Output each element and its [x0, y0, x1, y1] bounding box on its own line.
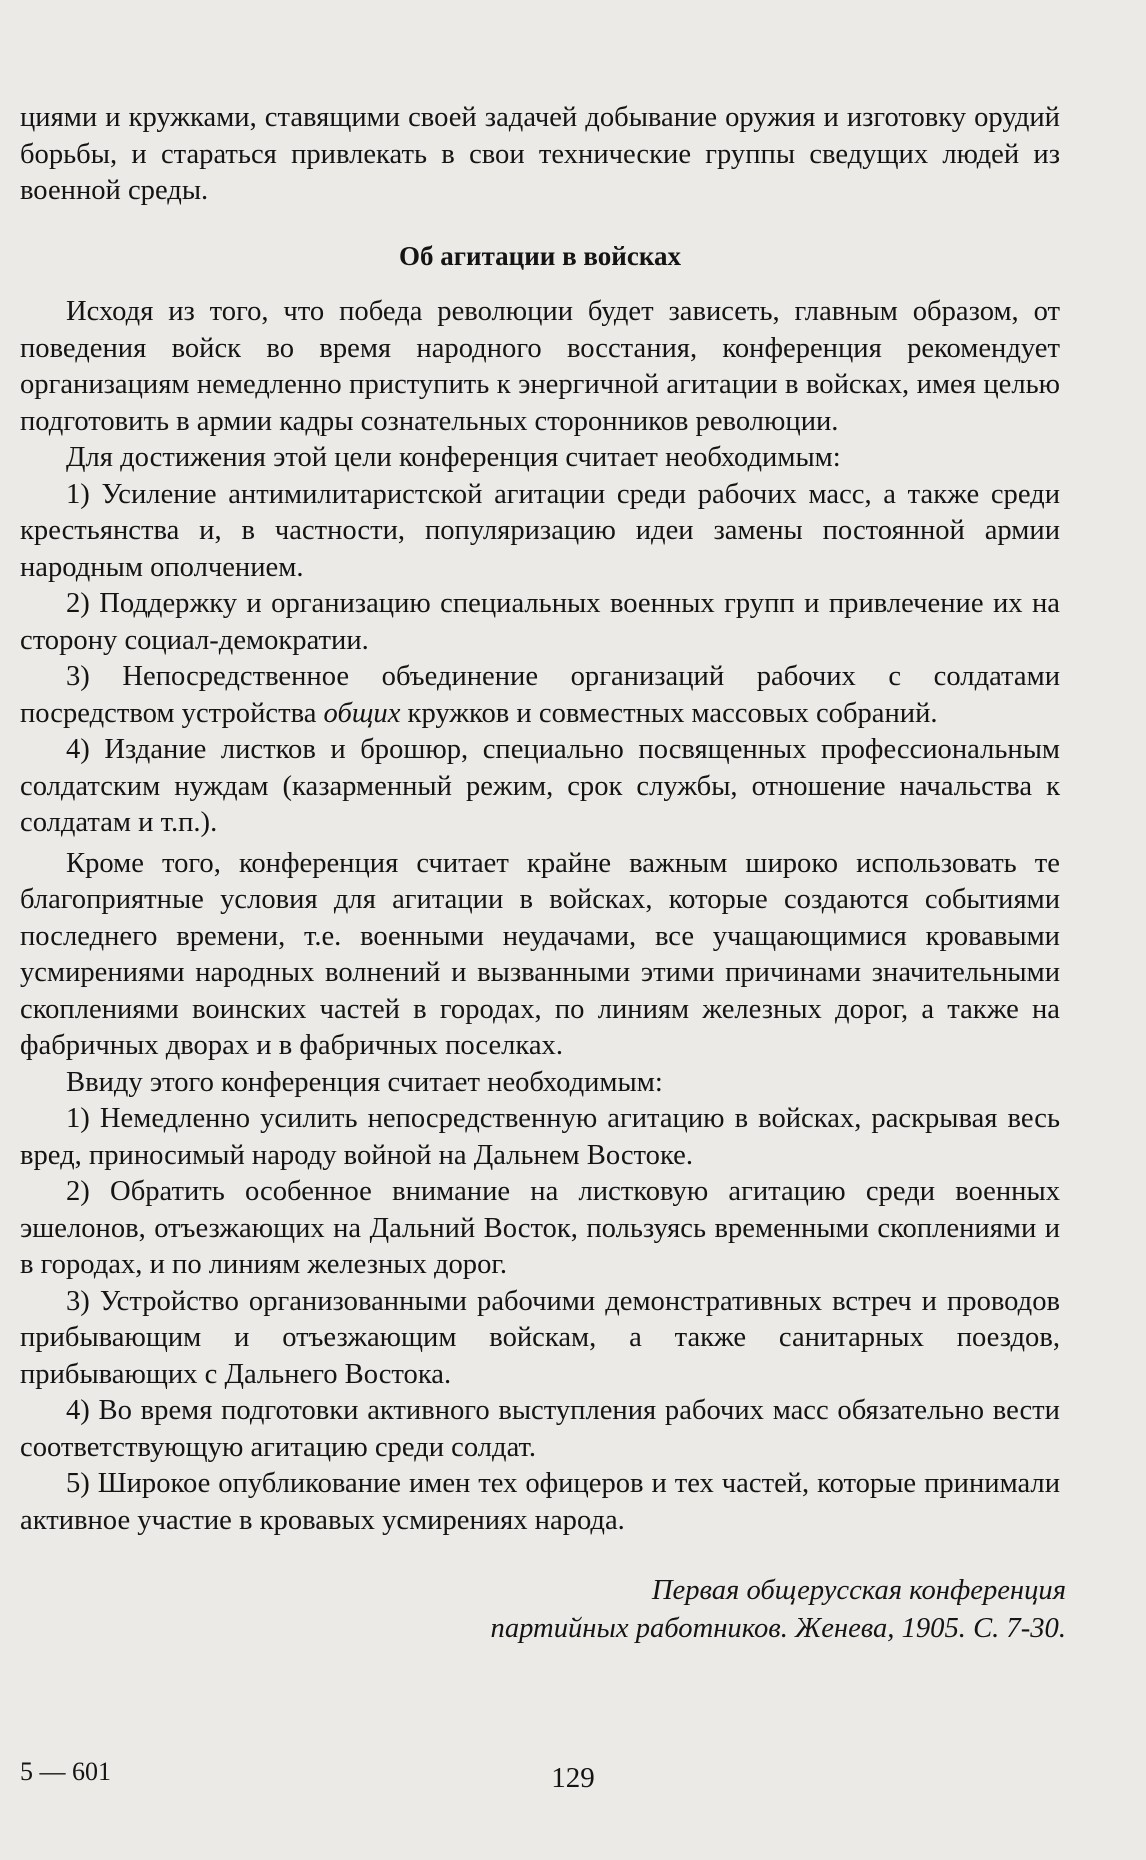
main-text [20, 100, 1060, 1539]
source-line-1: Первая общерусская конференция [651, 1575, 1066, 1606]
list-item: 4) Во время подготовки активного выступления рабочих масс обязательно вести соответствующую агитацию среди солдат. [20, 1395, 1060, 1463]
printer-signature: 5 — 601 [20, 1757, 111, 1786]
paragraph: Кроме того, конференция считает крайне важным широко использовать те благоприятные условия для агитации в войсках, которые создаются событиями последнего времени, т.е. военными неудачами, все учащающимися кровавыми усмирениями народных волнений и вызванными этими причинами значительными скоплениями воинских частей в городах, по линиям железных дорог, а также на фабричных дворах и в фабричных поселках. [20, 847, 1060, 1061]
list-item: 1) Усиление антимилитаристской агитации среди рабочих масс, а также среди крестьянства и, в частности, популяризацию идеи замены постоянной армии народным ополчением. [20, 478, 1060, 583]
list-item: 3) Устройство организованными рабочими демонстративных встреч и проводов прибывающим и отъезжающим войскам, а также санитарных поездов, прибывающих с Дальнего Востока. [20, 1285, 1060, 1390]
list-item: 5) Широкое опубликование имен тех офицеров и тех частей, которые принимали активное участие в кровавых усмирениях народа. [20, 1468, 1060, 1536]
section-title: Об агитации в войсках [399, 240, 681, 271]
paragraph: Для достижения этой цели конференция считает необходимым: [66, 442, 841, 473]
list-item [20, 659, 1060, 732]
item3-italic-word: общих [323, 697, 401, 729]
page-number: 129 [551, 1762, 595, 1794]
paragraph: Ввиду этого конференция считает необходимым: [66, 1066, 663, 1098]
source-citation [491, 1572, 1066, 1648]
continuation-paragraph: циями и кружками, ставящими своей задачей добывание оружия и изготовку орудий борьбы, и стараться привлекать в свои технические группы сведущих людей из военной среды. [20, 102, 1060, 206]
source-line-2: партийных работников. Женева, 1905. С. 7-30. [490, 1613, 1066, 1644]
item3-text-after: кружков и совместных массовых собраний. [400, 697, 938, 729]
list-item: 2) Обратить особенное внимание на листковую агитацию среди военных эшелонов, отъезжающих на Дальний Восток, пользуясь временными скоплениями и в городах, и по линиям железных дорог. [20, 1176, 1060, 1280]
item3-text-before: 3) Непосредственное объединение организаций рабочих с солдатами посредством устройства [20, 661, 1060, 729]
list-item: 1) Немедленно усилить непосредственную агитацию в войсках, раскрывая весь вред, приносимый народу войной на Дальнем Востоке. [20, 1103, 1060, 1171]
paragraph: Исходя из того, что победа революции будет зависеть, главным образом, от поведения войск во время народного восстания, конференция рекомендует организациям немедленно приступить к энергичной агитации в войсках, имея целью подготовить в армии кадры сознательных сторонников революции. [20, 296, 1060, 437]
list-item: 2) Поддержку и организацию специальных военных групп и привлечение их на сторону социал-демократии. [20, 588, 1060, 656]
list-item: 4) Издание листков и брошюр, специально посвященных профессиональным солдатским нуждам (казарменный режим, срок службы, отношение начальства к солдатам и т.п.). [20, 734, 1060, 838]
